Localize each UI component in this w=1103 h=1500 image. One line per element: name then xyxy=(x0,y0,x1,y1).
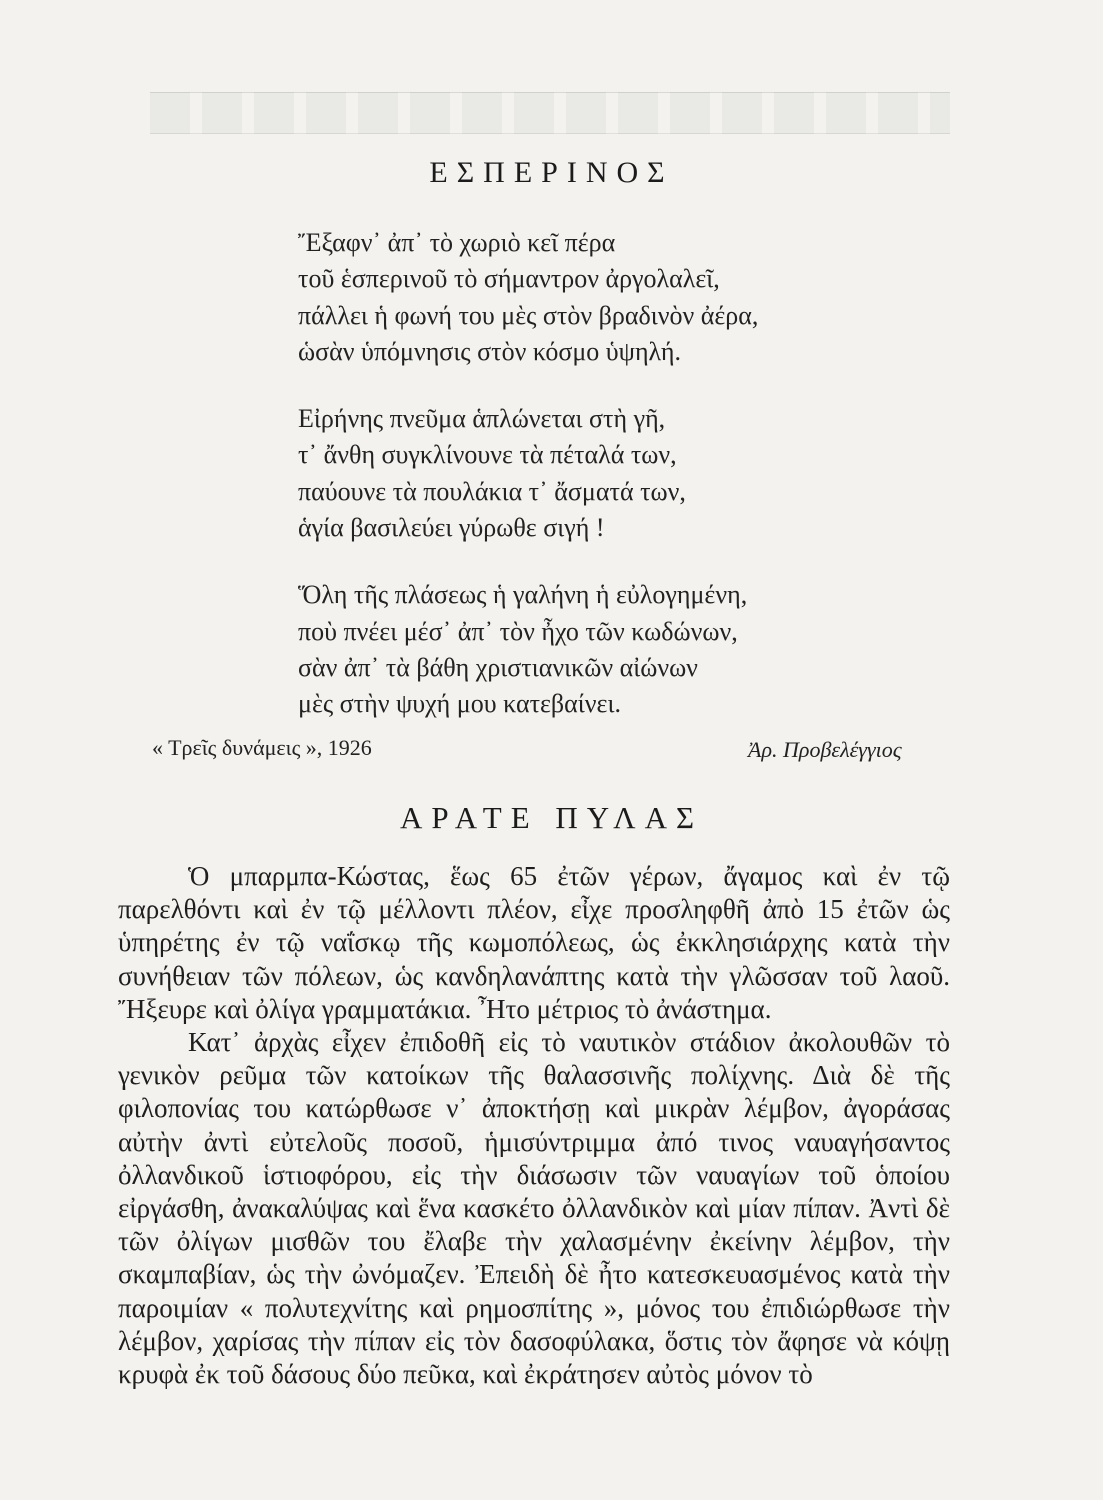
poem-line: παύουνε τὰ πουλάκια τ᾽ ἄσματά των, xyxy=(298,476,686,506)
bleed-through-shadow xyxy=(150,92,950,134)
poem-line: Ὅλη τῆς πλάσεως ἡ γαλήνη ἡ εὐλογημένη, xyxy=(298,580,748,610)
poem-stanza-3 xyxy=(298,577,858,722)
poem-line: τ᾽ ἄνθη συγκλίνουνε τὰ πέταλά των, xyxy=(298,440,677,470)
poem-line: ἁγία βασιλεύει γύρωθε σιγή ! xyxy=(298,513,605,543)
poem-title: ΕΣΠΕΡΙΝΟΣ xyxy=(429,156,674,189)
story-body xyxy=(118,860,950,1391)
poem-line: ποὺ πνέει μέσ᾽ ἀπ᾽ τὸν ἦχο τῶν κωδώνων, xyxy=(298,616,738,646)
story-title: ΑΡΑΤΕ ΠΥΛΑΣ xyxy=(399,800,703,835)
poem-line: ὡσὰν ὑπόμνησις στὸν κόσμο ὑψηλή. xyxy=(298,336,682,366)
story-paragraph-1: Ὁ μπαρμπα-Κώστας, ἕως 65 ἐτῶν γέρων, ἄγαμος καὶ ἐν τῷ παρελθόντι καὶ ἐν τῷ μέλλοντι πλέον, εἶχε προσληφθῆ ἀπὸ 15 ἐτῶν ὡς ὑπηρέτης ἐν τῷ ναΐσκῳ τῆς κωμοπόλεως, ὡς ἐκκλησιάρχης κατὰ τὴν συνήθειαν τῶν πόλεων, ὡς κανδηλανάπτης κατὰ τὴν γλῶσσαν τοῦ λαοῦ. Ἤξευρε καὶ ὀλίγα γραμματάκια. Ἦτο μέτριος τὸ ἀνάστημα. xyxy=(118,861,950,1024)
story-paragraph-2: Κατ᾽ ἀρχὰς εἶχεν ἐπιδοθῆ εἰς τὸ ναυτικὸν στάδιον ἀκολουθῶν τὸ γενικὸν ρεῦμα τῶν κατοίκων τῆς θαλασσινῆς πολίχνης. Διὰ δὲ τῆς φιλοπονίας του κατώρθωσε ν᾽ ἀποκτήσῃ καὶ μικρὰν λέμβον, ἀγοράσας αὐτὴν ἀντὶ εὐτελοῦς ποσοῦ, ἡμισύντριμμα ἀπό τινος ναυαγήσαντος ὀλλανδικοῦ ἱστιοφόρου, εἰς τὴν διάσωσιν τῶν ναυαγίων τοῦ ὁποίου εἰργάσθη, ἀνακαλύψας καὶ ἕνα κασκέτο ὀλλανδικὸν καὶ μίαν πίπαν. Ἀντὶ δὲ τῶν ὀλίγων μισθῶν του ἔλαβε τὴν χαλασμένην ἐκείνην λέμβον, τὴν σκαμπαβίαν, ὡς τὴν ὠνόμαζεν. Ἐπειδὴ δὲ ἦτο κατεσκευασμένος κατὰ τὴν παροιμίαν « πολυτεχνίτης καὶ ρημοσπίτης », μόνος του ἐπιδιώρθωσε τὴν λέμβον, χαρίσας τὴν πίπαν εἰς τὸν δασοφύλακα, ὅστις τὸν ἄφησε νὰ κόψῃ κρυφὰ ἐκ τοῦ δάσους δύο πεῦκα, καὶ ἐκράτησεν αὐτὸς μόνον τὸ xyxy=(118,1027,950,1390)
poem-stanza-2 xyxy=(298,401,858,546)
poem-line: Ἔξαφν᾽ ἀπ᾽ τὸ χωριὸ κεῖ πέρα xyxy=(298,228,616,257)
poem-line: μὲς στὴν ψυχή μου κατεβαίνει. xyxy=(298,689,621,719)
poem-line: σὰν ἀπ᾽ τὰ βάθη χριστιανικῶν αἰώνων xyxy=(298,652,698,682)
poem-stanza-1 xyxy=(298,225,858,370)
poem-line: τοῦ ἑσπερινοῦ τὸ σήμαντρον ἀργολαλεῖ, xyxy=(298,264,720,294)
poem-author: Ἀρ. Προβελέγγιος xyxy=(748,737,902,762)
poem-body xyxy=(298,225,858,754)
poem-line: Εἰρήνης πνεῦμα ἁπλώνεται στὴ γῆ, xyxy=(298,404,666,434)
poem-source: « Τρεῖς δυνάμεις », 1926 xyxy=(152,735,372,760)
poem-line: πάλλει ἡ φωνή του μὲς στὸν βραδινὸν ἀέρα, xyxy=(298,300,759,330)
